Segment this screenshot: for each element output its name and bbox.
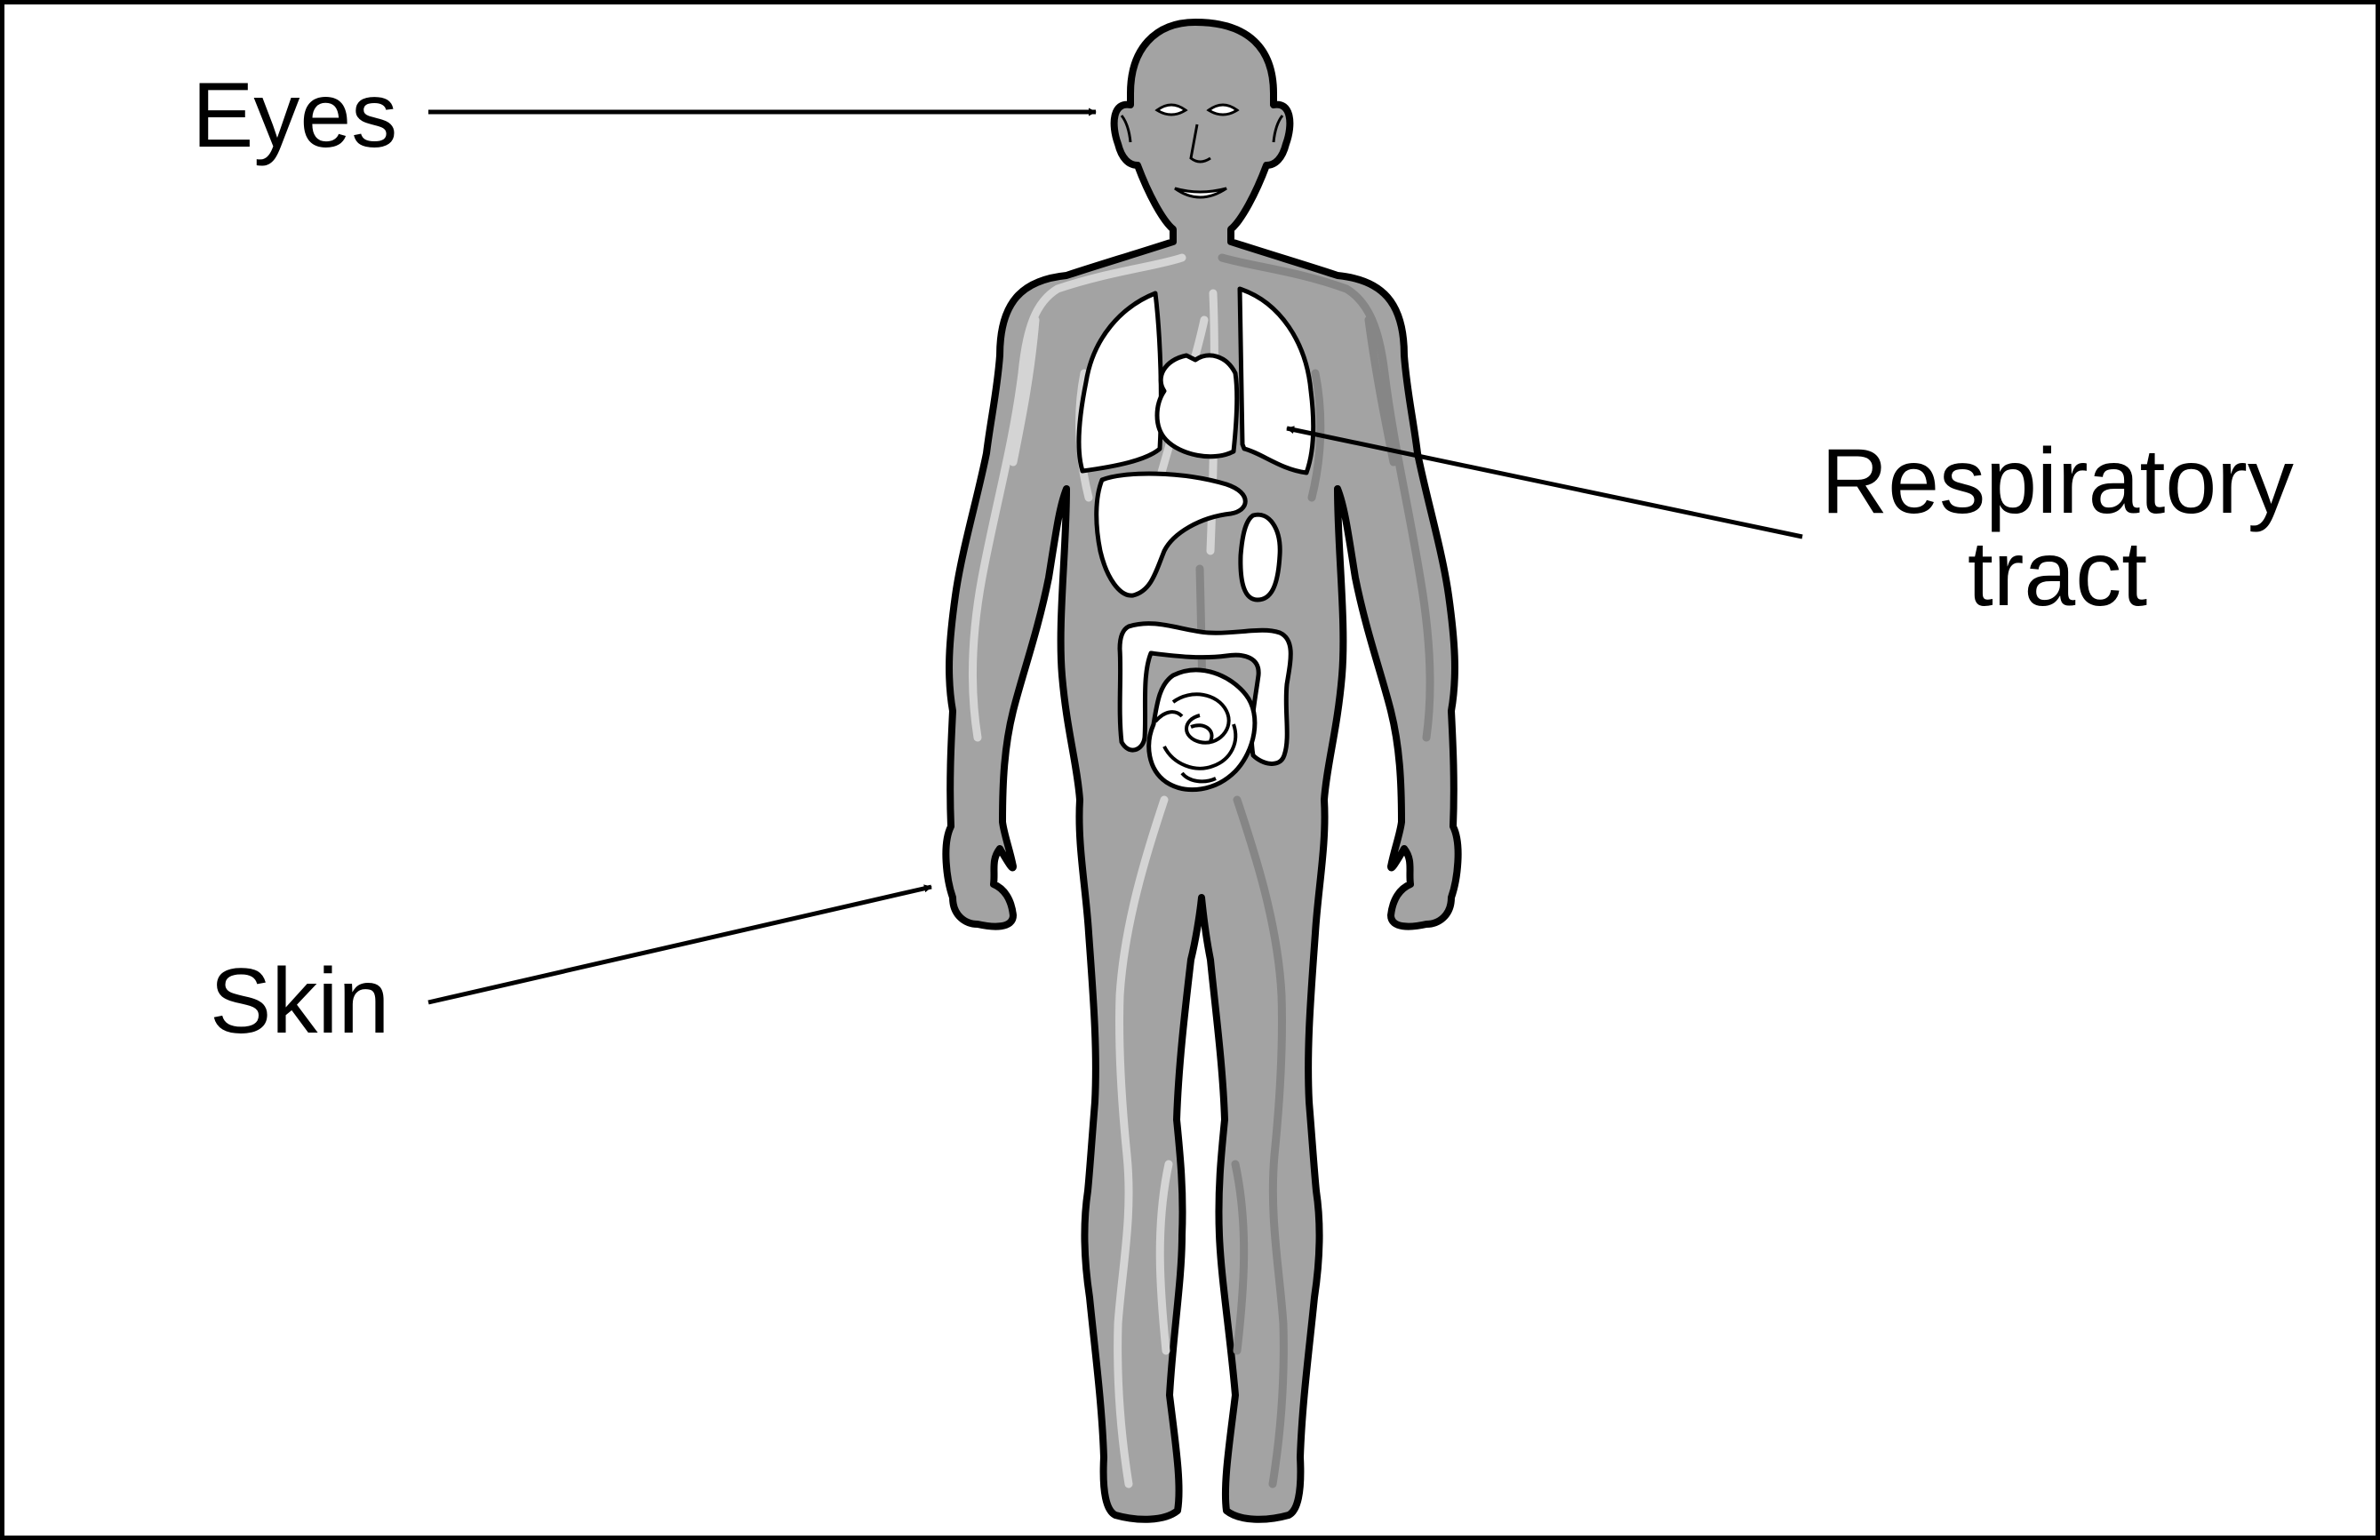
arrow-skin [428, 887, 931, 1002]
right-eye-icon [1209, 105, 1237, 115]
label-respiratory-line2: tract [1967, 523, 2148, 626]
label-respiratory-line1: Respiratory [1821, 430, 2294, 533]
human-body [946, 22, 1458, 1520]
kidney-or-stomach [1241, 515, 1280, 600]
label-eyes: Eyes [192, 64, 398, 167]
heart [1157, 355, 1237, 457]
left-eye-icon [1157, 105, 1186, 115]
label-respiratory-tract [1769, 430, 2346, 626]
label-skin: Skin [210, 950, 390, 1053]
